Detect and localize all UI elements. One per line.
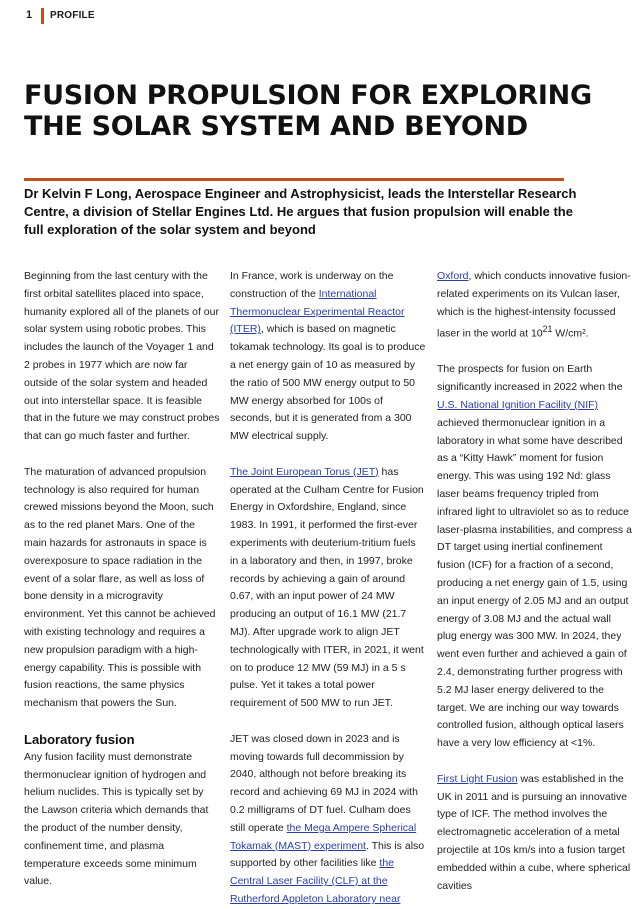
paragraph: The prospects for fusion on Earth significantly increased in 2022 when the U.S. National Ignition Facility (NIF) achieved thermonuclear ignition in a laboratory in what some have described as a “Kitty Hawk” moment for fusion energy. This was using 192 Nd: glass laser beams frequency tripled from infrared light to ultraviolet so as to reduce laser-plasma instabilities, and compress a DT target using inertial confinement fusion (ICF) for a fraction of a second, producing a net energy gain of 1.5, using an input energy of 2.05 MJ and an output energy of 3.08 MJ and the actual wall plug energy was 300 MW. In 2024, they went even further and achieved a gain of 2.4, demonstrating further progress with 5.2 MJ laser energy delivered to the target. We are inching our way towards controlled fusion, although optical lasers have a very low efficiency at <1%. bbox=[437, 363, 632, 750]
column-3 bbox=[437, 268, 633, 895]
link-jet[interactable]: The Joint European Torus (JET) bbox=[230, 465, 379, 478]
standfirst: Dr Kelvin F Long, Aerospace Engineer and Astrophysicist, leads the Interstellar Research Centre, a division of Stellar Engines Ltd. He argues that fusion propulsion will enable the full exploration of the solar system and beyond bbox=[24, 186, 577, 237]
paragraph: Oxford, which conducts innovative fusion-related experiments on its Vulcan laser, which is the highest-intensity focussed laser in the world at $10^{21}$ W/cm². bbox=[437, 270, 631, 340]
section-label: PROFILE bbox=[50, 10, 95, 21]
link-mast[interactable]: the Mega Ampere Spherical Tokamak (MAST) experiment bbox=[230, 821, 417, 852]
paragraph: Beginning from the last century with the first orbital satellites placed into space, humanity explored all of the planets of our solar system using robotic probes. This includes the launch of the Voyager 1 and 2 probes in 1977 which are now far outside of the solar system and headed out into interstellar space. It is feasible that in the future we may construct probes that can go much faster and further. bbox=[24, 270, 220, 443]
link-iter[interactable]: International Thermonuclear Experimental Reactor (ITER) bbox=[230, 287, 405, 336]
paragraph: In France, work is underway on the construction of the International Thermonuclear Experimental Reactor (ITER), which is based on magnetic tokamak technology. Its goal is to produce a net energy gain of 10 as measured by the ratio of 500 MW energy output to 50 MW energy absorbed for 100s of seconds, but it is generated from a 300 MW electrical supply. bbox=[230, 270, 426, 443]
link-first-light-fusion[interactable]: First Light Fusion bbox=[437, 772, 518, 785]
title-rule bbox=[24, 178, 564, 181]
paragraph: The maturation of advanced propulsion technology is also required for human crewed missions beyond the Moon, such as to the red planet Mars. One of the main hazards for astronauts in space is overexposure to space radiation in the event of a solar flare, as well as loss of bone density in a microgravity environment. Yet this cannot be achieved with existing technology and requires a new propulsion paradigm with a high-energy capability. This is possible with fusion reactions, the same physics mechanism that powers the Sun. bbox=[24, 465, 216, 710]
column-2 bbox=[230, 268, 426, 909]
link-nif[interactable]: U.S. National Ignition Facility (NIF) bbox=[437, 399, 599, 412]
article-title: FUSION PROPULSION FOR EXPLORING THE SOLAR SYSTEM AND BEYOND bbox=[24, 80, 592, 142]
page-number: 1 bbox=[26, 9, 33, 21]
link-oxford[interactable]: Oxford bbox=[437, 270, 469, 282]
paragraph: Any fusion facility must demonstrate thermonuclear ignition of hydrogen and helium nuclides. This is typically set by the Lawson criteria which demands that the product of the number density, confinement time, and plasma temperature exceeds some minimum value. bbox=[24, 750, 209, 888]
subheading-laboratory-fusion: Laboratory fusion bbox=[24, 731, 135, 747]
column-1 bbox=[24, 268, 220, 891]
paragraph: First Light Fusion was established in the UK in 2011 and is pursuing an innovative type of ICF. The method involves the electromagnetic acceleration of a metal projectile at 10s km/s into a fusion target embedded within a cube, where spherical cavities bbox=[437, 772, 631, 892]
link-clf[interactable]: the Central Laser Facility (CLF) at the Rutherford Appleton Laboratory near bbox=[230, 857, 401, 905]
header-accent-bar bbox=[41, 8, 44, 24]
paragraph: The Joint European Torus (JET) has operated at the Culham Centre for Fusion Energy in Oxfordshire, England, since 1983. In 1991, it performed the first-ever experiments with deuterium-tritium fuels in a laboratory and then, in 1997, broke records by achieving a gain of around 0.67, with an input power of 24 MW producing an output of 16.1 MW (21.7 MJ). After upgrade work to align JET technologically with ITER, in 2021, it went on to produce 12 MW (59 MJ) in a 5 s pulse. Yet it takes a total power requirement of 500 MW to run JET. bbox=[230, 465, 424, 710]
paragraph: JET was closed down in 2023 and is moving towards full decommission by 2040, although not before breaking its record and achieving 69 MJ in 2024 with 0.2 milligrams of DT fuel. Culham does still operate the Mega Ampere Spherical Tokamak (MAST) experiment. This is also supported by other facilities like the Central Laser Facility (CLF) at the Rutherford Appleton Laboratory near bbox=[230, 732, 425, 905]
